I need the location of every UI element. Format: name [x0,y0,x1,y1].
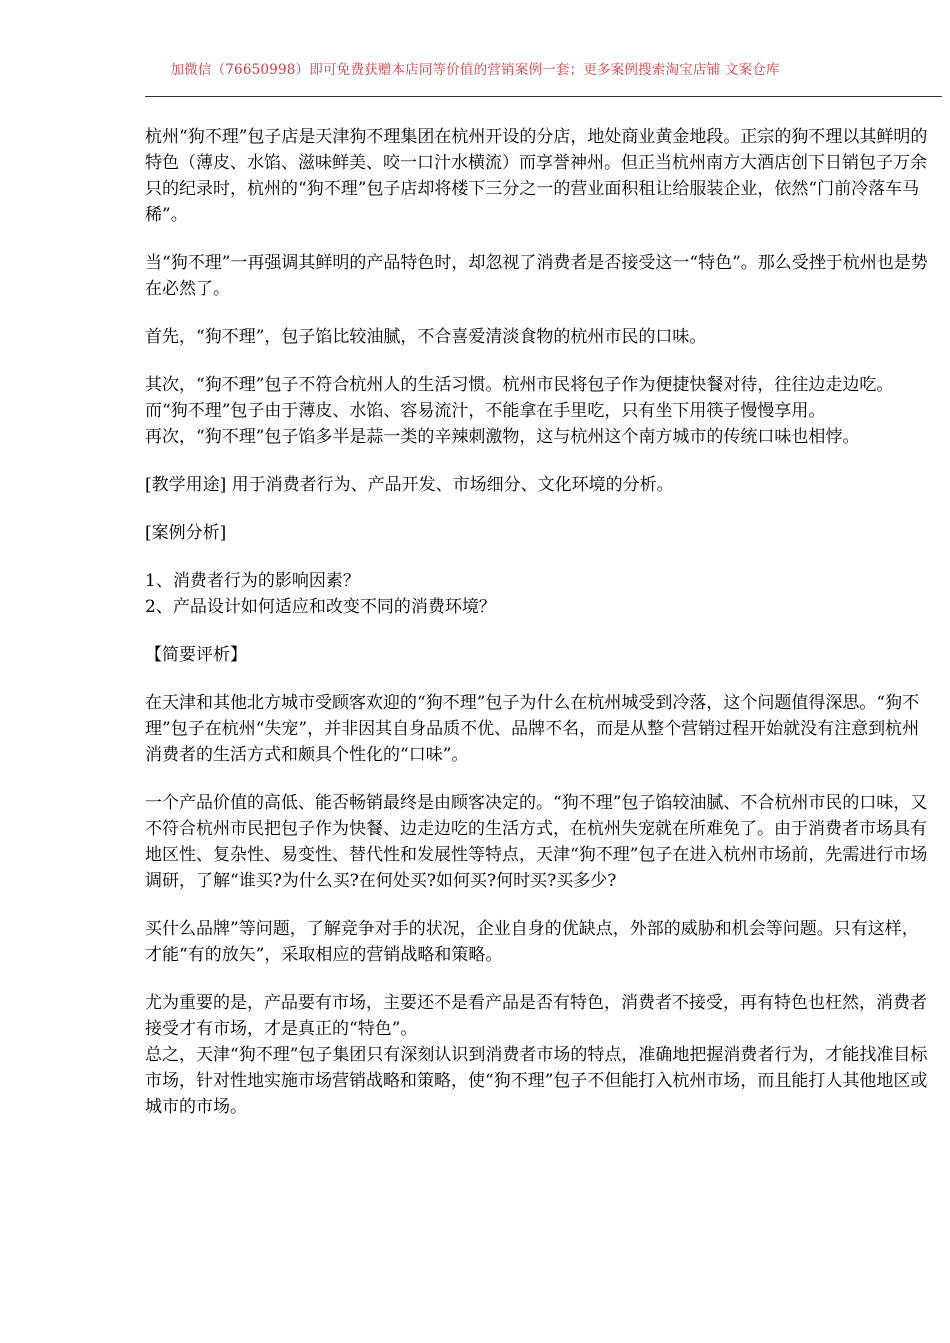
paragraph-teaching-use: [教学用途] 用于消费者行为、产品开发、市场细分、文化环境的分析。 [145,475,674,495]
paragraph-review-3: 买什么品牌”等问题，了解竞争对手的状况，企业自身的优缺点，外部的威胁和机会等问题。只有这样，才能“有的放矢”，采取相应的营销战略和策略。 [145,919,919,965]
paragraph-second-reason: 其次，“狗不理”包子不符合杭州人的生活习惯。杭州市民将包子作为便捷快餐对待，往往边走边吃。而“狗不理”包子由于薄皮、水馅、容易流汁，不能拿在手里吃，只有坐下用筷子慢慢享用。 [145,375,894,421]
paragraph-conclusion: 总之，天津“狗不理”包子集团只有深刻认识到消费者市场的特点，准确地把握消费者行为，才能找准目标市场，针对性地实施市场营销战略和策略，使“狗不理”包子不但能打入杭州市场，而且能打人其他地区或城市的市场。 [145,1045,928,1117]
paragraph-review-4: 尤为重要的是，产品要有市场，主要还不是看产品是否有特色，消费者不接受，再有特色也枉然，消费者接受才有市场，才是真正的“特色”。 [145,993,927,1039]
question-1: 1、消费者行为的影响因素？ [145,571,360,591]
paragraph-problem: 当“狗不理”一再强调其鲜明的产品特色时，却忽视了消费者是否接受这一“特色”。那么受挫于杭州也是势在必然了。 [145,253,928,299]
paragraph-review-2: 一个产品价值的高低、能否畅销最终是由顾客决定的。“狗不理”包子馅较油腻、不合杭州市民的口味，又不符合杭州市民把包子作为快餐、边走边吃的生活方式，在杭州失宠就在所难免了。由于消费者市场具有地区性、复杂性、易变性、替代性和发展性等特点，天津“狗不理”包子在进入杭州市场前，先需进行市场调研，了解“谁买?为什么买?在何处买?如何买?何时买?买多少? [145,793,928,891]
header-divider [145,96,942,97]
document-body [145,124,930,1120]
paragraph-review-1: 在天津和其他北方城市受顾客欢迎的“狗不理”包子为什么在杭州城受到冷落，这个问题值得深思。“狗不理”包子在杭州“失宠”，并非因其自身品质不优、品牌不名，而是从整个营销过程开始就没有注意到杭州消费者的生活方式和颇具个性化的“口味”。 [145,693,920,765]
paragraph-third-reason: 再次，“狗不理”包子馅多半是蒜一类的辛辣刺激物，这与杭州这个南方城市的传统口味也相悖。 [145,427,860,447]
heading-brief-review: 【简要评析】 [145,645,247,665]
header-note: 加微信（76650998）即可免费获赠本店同等价值的营销案例一套；更多案例搜索淘宝店铺 文案仓库 [170,62,780,78]
paragraph-first-reason: 首先，“狗不理”，包子馅比较油腻，不合喜爱清淡食物的杭州市民的口味。 [145,327,707,347]
heading-case-analysis: [案例分析] [145,523,227,543]
paragraph-intro: 杭州“狗不理”包子店是天津狗不理集团在杭州开设的分店，地处商业黄金地段。正宗的狗不理以其鲜明的特色（薄皮、水馅、滋味鲜美、咬一口汁水横流）而享誉神州。但正当杭州南方大酒店创下日销包子万余只的纪录时，杭州的“狗不理”包子店却将楼下三分之一的营业面积租让给服装企业，依然“门前冷落车马稀”。 [145,127,928,225]
question-2: 2、产品设计如何适应和改变不同的消费环境？ [145,597,496,617]
